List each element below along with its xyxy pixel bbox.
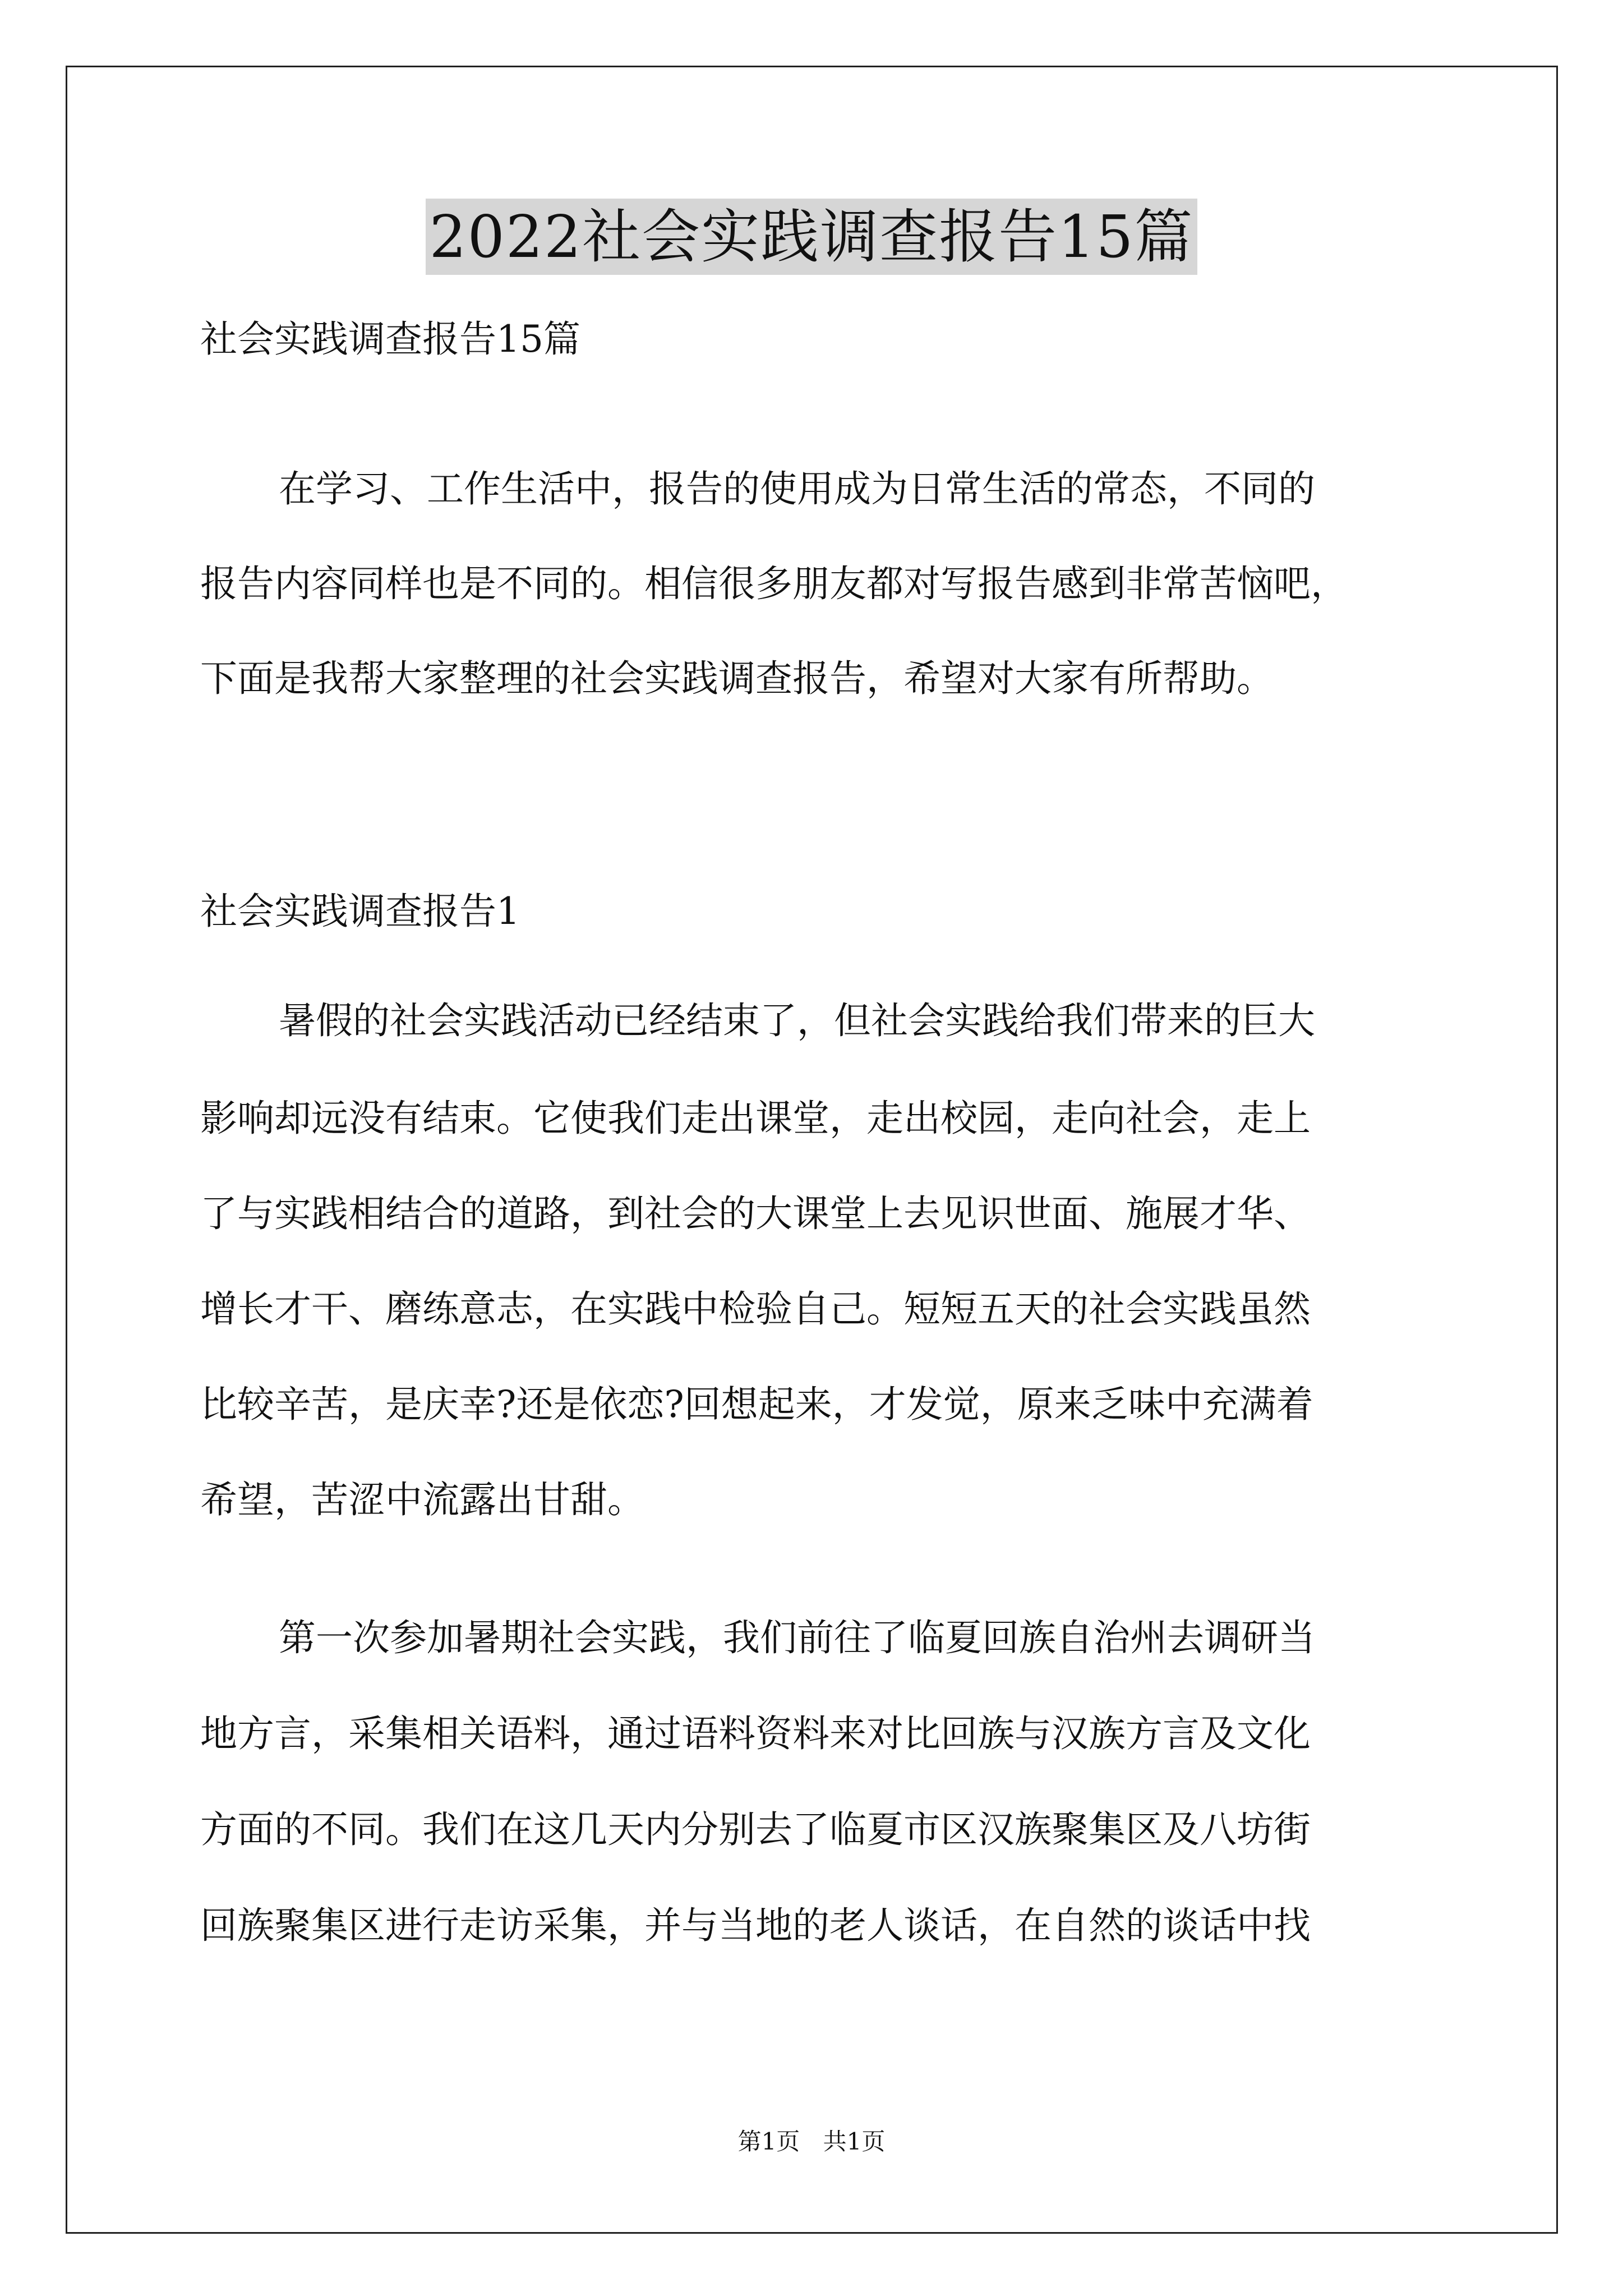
document-subtitle: 社会实践调查报告15篇 xyxy=(200,318,580,361)
document-title: 2022社会实践调查报告15篇 xyxy=(426,199,1197,275)
paragraph-line: 暑假的社会实践活动已经结束了，但社会实践给我们带来的巨大 xyxy=(279,999,1315,1042)
intro-line: 下面是我帮大家整理的社会实践调查报告，希望对大家有所帮助。 xyxy=(200,657,1274,700)
paragraph-line: 增长才干、磨练意志，在实践中检验自己。短短五天的社会实践虽然 xyxy=(200,1287,1311,1331)
paragraph-line: 方面的不同。我们在这几天内分别去了临夏市区汉族聚集区及八坊街 xyxy=(200,1808,1311,1851)
page-total: 共1页 xyxy=(823,2128,886,2155)
paragraph-line: 第一次参加暑期社会实践，我们前往了临夏回族自治州去调研当 xyxy=(279,1616,1315,1659)
title-container xyxy=(0,199,1623,275)
intro-line: 在学习、工作生活中，报告的使用成为日常生活的常态，不同的 xyxy=(279,467,1315,510)
paragraph-line: 影响却远没有结束。它使我们走出课堂，走出校园，走向社会，走上 xyxy=(200,1097,1311,1140)
section-heading: 社会实践调查报告1 xyxy=(200,890,520,933)
paragraph-line: 比较辛苦，是庆幸?还是依恋?回想起来，才发觉，原来乏味中充满着 xyxy=(200,1383,1313,1426)
paragraph-line: 希望，苦涩中流露出甘甜。 xyxy=(200,1478,644,1521)
page-number: 第1页 xyxy=(737,2128,800,2155)
paragraph-line: 了与实践相结合的道路，到社会的大课堂上去见识世面、施展才华、 xyxy=(200,1192,1311,1235)
paragraph-line: 地方言，采集相关语料，通过语料资料来对比回族与汉族方言及文化 xyxy=(200,1712,1311,1755)
intro-line: 报告内容同样也是不同的。相信很多朋友都对写报告感到非常苦恼吧， xyxy=(200,562,1348,605)
page-footer xyxy=(0,2126,1623,2157)
paragraph-line: 回族聚集区进行走访采集，并与当地的老人谈话，在自然的谈话中找 xyxy=(200,1904,1311,1947)
